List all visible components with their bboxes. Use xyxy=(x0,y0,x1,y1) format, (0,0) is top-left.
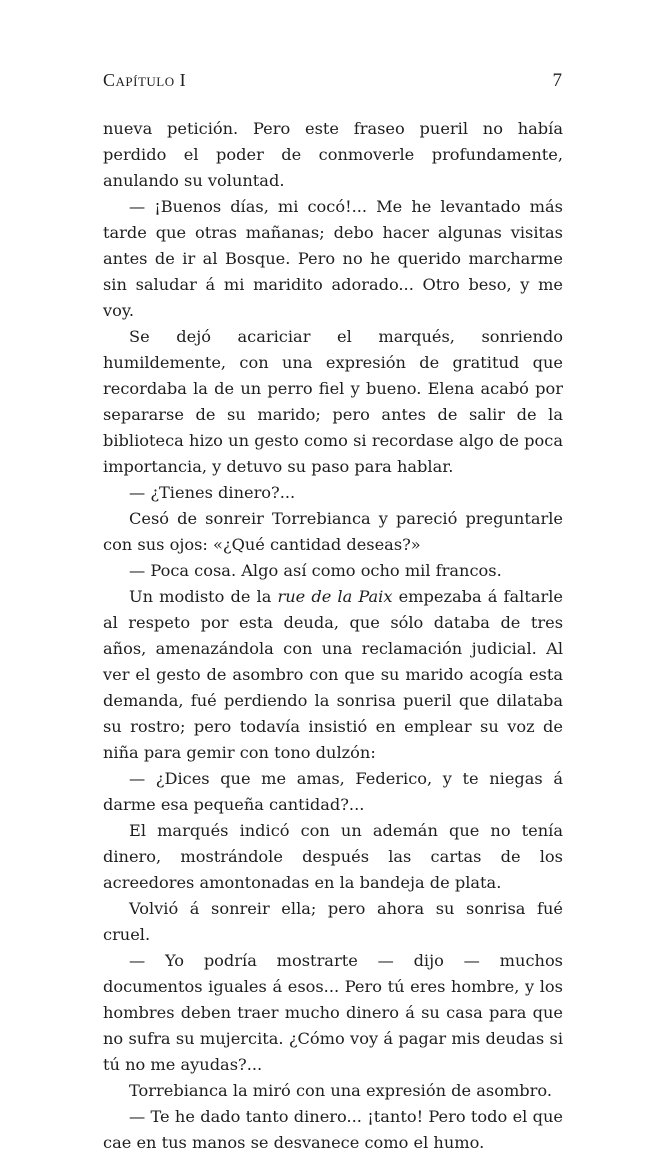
italic-street-name: rue de la Paix xyxy=(277,587,393,606)
paragraph xyxy=(103,584,563,766)
paragraph: — Yo podría mostrarte — dijo — muchos documentos iguales á esos... Pero tú eres hombre, y los hombres deben traer mucho dinero á su casa para que no sufra su mujercita. ¿Cómo voy á pagar mis deudas si tú no me ayudas?... xyxy=(103,951,563,1074)
running-head: Capítulo I xyxy=(103,70,187,90)
paragraph: — Poca cosa. Algo así como ocho mil francos. xyxy=(129,561,502,580)
paragraph: El marqués indicó con un ademán que no tenía dinero, mostrándole después las cartas de los acreedores amontonadas en la bandeja de plata. xyxy=(103,821,563,892)
paragraph: nueva petición. Pero este fraseo pueril no había perdido el poder de conmoverle profundamente, anulando su voluntad. xyxy=(103,119,563,190)
paragraph: — ¿Dices que me amas, Federico, y te niegas á darme esa pequeña cantidad?... xyxy=(103,769,563,814)
paragraph-text: empezaba á faltarle al respeto por esta deuda, que sólo databa de tres años, amenazándola con una reclamación judicial. Al ver el gesto de asombro con que su marido acogía esta demanda, fué perdiendo la sonrisa pueril que dilataba su rostro; pero todavía insistió en emplear su voz de niña para gemir con tono dulzón: xyxy=(103,587,563,762)
page-header xyxy=(103,70,562,96)
paragraph: — Te he dado tanto dinero... ¡tanto! Pero todo el que cae en tus manos se desvanece como el humo. xyxy=(103,1107,563,1152)
paragraph: Volvió á sonreir ella; pero ahora su sonrisa fué cruel. xyxy=(103,899,563,944)
paragraph: — ¡Buenos días, mi cocó!... Me he levantado más tarde que otras mañanas; debo hacer algunas visitas antes de ir al Bosque. Pero no he querido marcharme sin saludar á mi maridito adorado... Otro beso, y me voy. xyxy=(103,197,563,320)
paragraph: Torrebianca la miró con una expresión de asombro. xyxy=(129,1081,553,1100)
body-text xyxy=(103,116,563,1156)
page-number: 7 xyxy=(552,70,562,91)
paragraph: — ¿Tienes dinero?... xyxy=(129,483,296,502)
paragraph-text: Un modisto de la xyxy=(129,587,278,606)
paragraph: Se dejó acariciar el marqués, sonriendo humildemente, con una expresión de gratitud que recordaba la de un perro fiel y bueno. Elena acabó por separarse de su marido; pero antes de salir de la biblioteca hizo un gesto como si recordase algo de poca importancia, y detuvo su paso para hablar. xyxy=(103,327,563,476)
paragraph: Cesó de sonreir Torrebianca y pareció preguntarle con sus ojos: «¿Qué cantidad deseas?» xyxy=(103,509,563,554)
